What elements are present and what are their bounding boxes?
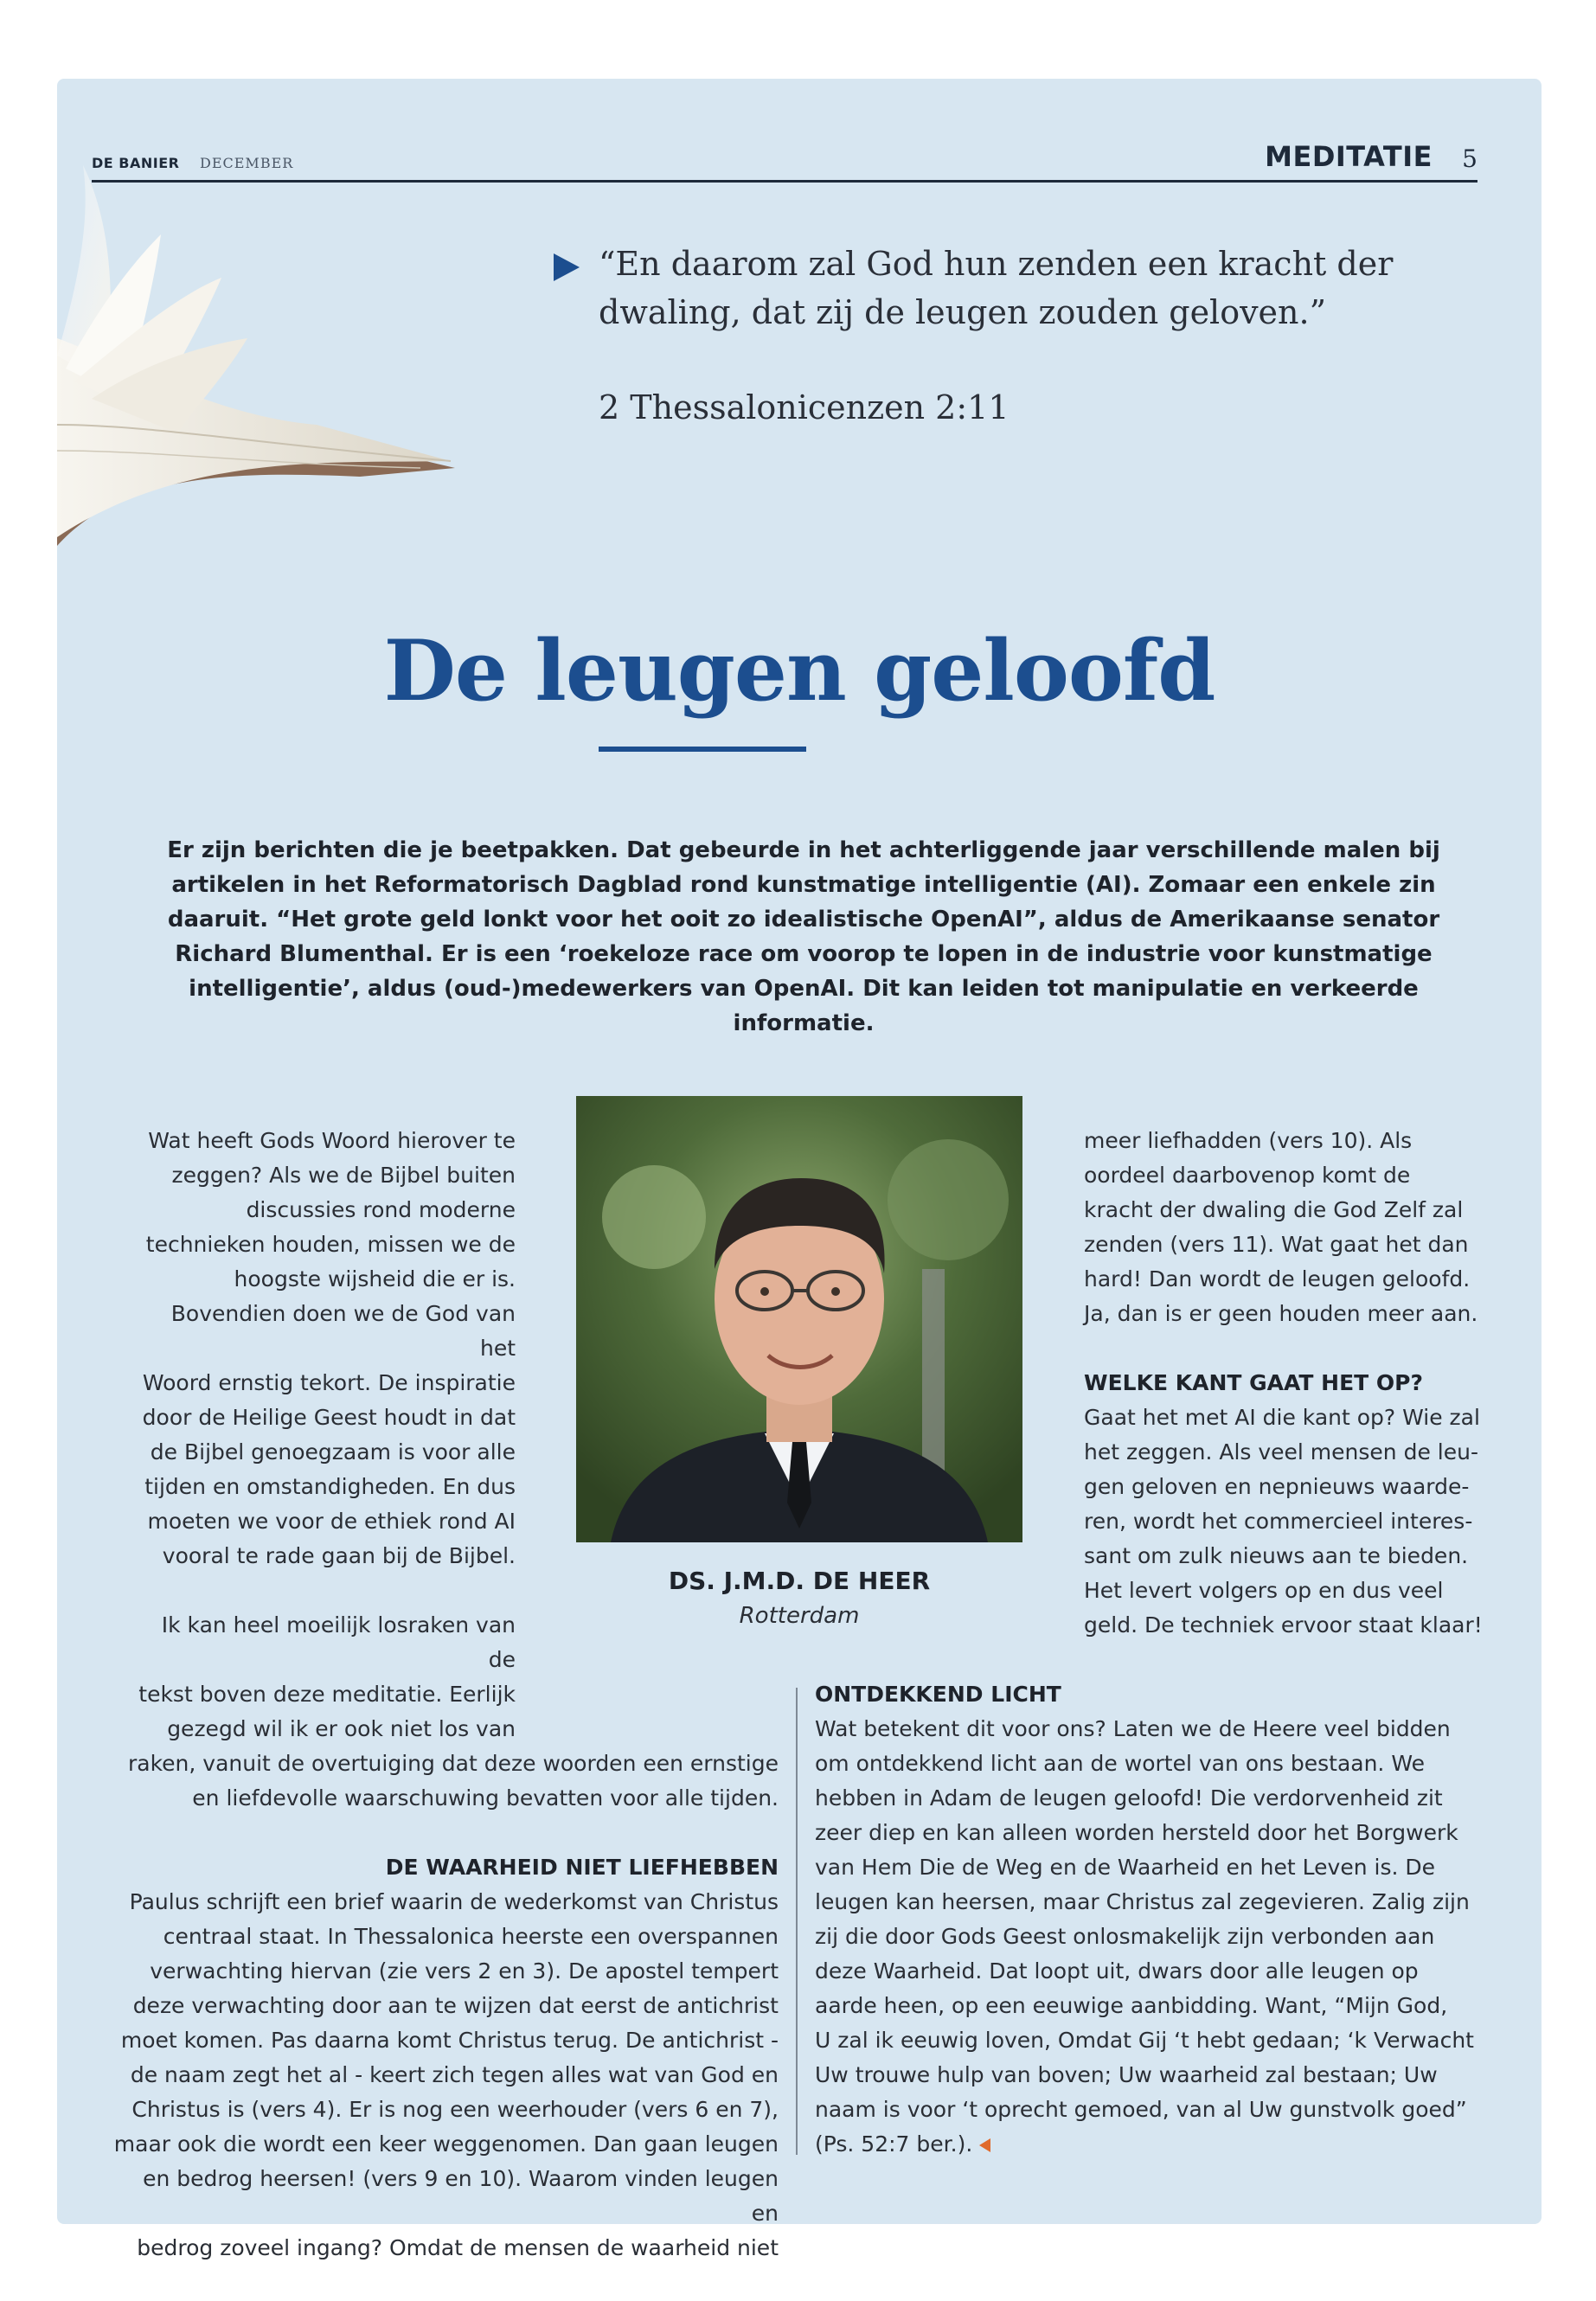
text-line: naam is voor ‘t oprecht gemoed, van al Uw gunstvolk goed” [815, 2097, 1467, 2122]
issue-month: DECEMBER [200, 155, 294, 171]
scripture-reference: 2 Thessalonicenzen 2:11 [599, 388, 1010, 426]
text-line: discussies rond moderne [246, 1197, 516, 1222]
text-line: zeer diep en kan alleen worden hersteld door het Borgwerk [815, 1820, 1458, 1845]
text-line: zeggen? Als we de Bijbel buiten [171, 1163, 516, 1188]
subheading-waarheid: DE WAARHEID NIET LIEFHEBBEN [385, 1855, 779, 1880]
paragraph-3 [109, 1885, 779, 2266]
text-line: Gaat het met AI die kant op? Wie zal [1084, 1405, 1480, 1430]
open-book-illustration [57, 165, 472, 511]
text-line: Bovendien doen we de God van het [170, 1301, 516, 1361]
paragraph-right-2 [1084, 1400, 1534, 1643]
lower-left-column [109, 1747, 779, 2266]
text-line: raken, vanuit de overtuiging dat deze woorden een ernstige [127, 1751, 779, 1776]
text-line: meer liefhadden (vers 10). Als [1084, 1128, 1413, 1153]
text-line: Paulus schrijft een brief waarin de wederkomst van Christus [129, 1889, 779, 1914]
text-line: door de Heilige Geest houdt in dat [142, 1405, 516, 1430]
text-line: maar ook die wordt een keer weggenomen. Dan gaan leugen [113, 2131, 779, 2157]
text-line: Woord ernstig tekort. De inspiratie [142, 1370, 516, 1395]
page-number: 5 [1462, 144, 1477, 173]
text-line: gezegd wil ik er ook niet los van [167, 1716, 516, 1741]
section-title: MEDITATIE [1265, 140, 1433, 173]
text-line: tijden en omstandigheden. En dus [144, 1474, 516, 1499]
play-triangle-icon [554, 253, 580, 281]
text-line: om ontdekkend licht aan de wortel van ons bestaan. We [815, 1751, 1425, 1776]
text-line: (Ps. 52:7 ber.). [815, 2131, 973, 2157]
text-line: oordeel daarbovenop komt de [1084, 1163, 1411, 1188]
title-underline [599, 747, 806, 752]
text-line: aarde heen, op een eeuwige aanbidding. Want, “Mijn God, [815, 1993, 1448, 2018]
text-line: Christus is (vers 4). Er is nog een weerhouder (vers 6 en 7), [131, 2097, 779, 2122]
text-line: centraal staat. In Thessalonica heerste een overspannen [163, 1924, 779, 1949]
paragraph-final [815, 1712, 1516, 2162]
author-portrait [576, 1096, 1022, 1542]
paragraph-1 [135, 1124, 516, 1574]
end-of-article-icon [979, 2138, 990, 2152]
text-line: hard! Dan wordt de leugen geloofd. [1084, 1266, 1471, 1292]
right-column [1084, 1124, 1534, 1643]
text-line: Het levert volgers op en dus veel [1084, 1578, 1444, 1603]
text-line: deze Waarheid. Dat loopt uit, dwars door alle leugen op [815, 1958, 1419, 1984]
text-line: sant om zulk nieuws aan te bieden. [1084, 1543, 1469, 1568]
author-name: DS. J.M.D. DE HEER [668, 1567, 931, 1595]
article-intro: Er zijn berichten die je beetpakken. Dat gebeurde in het achterliggende jaar verschillende malen bij artikelen in het Reformatorisch Dagblad rond kunstmatige intelligentie (AI). Zomaar een enkele zin daaruit. “Het grote geld lonkt voor het ooit zo idealistische OpenAI”, aldus de Amerikaanse senator Richard Blumenthal. Er is een ‘roekeloze race om voorop te lopen in de industrie voor kunstmatige intelligentie’, aldus (oud-)medewerkers van OpenAI. Dit kan leiden tot manipulatie en verkeerde informatie. [167, 837, 1440, 1036]
text-line: zenden (vers 11). Wat gaat het dan [1084, 1232, 1469, 1257]
text-line: vooral te rade gaan bij de Bijbel. [162, 1543, 516, 1568]
text-line: zij die door Gods Geest onlosmakelijk zijn verbonden aan [815, 1924, 1435, 1949]
magazine-page [57, 79, 1542, 2260]
left-column [135, 1124, 516, 1747]
text-line-last [815, 2127, 1516, 2162]
lower-right-column [815, 1677, 1516, 2162]
text-line: en bedrog heersen! (vers 9 en 10). Waarom vinden leugen en [143, 2166, 779, 2226]
text-line: hoogste wijsheid die er is. [234, 1266, 516, 1292]
text-line: hebben in Adam de leugen geloofd! Die verdorvenheid zit [815, 1785, 1443, 1811]
text-line: U zal ik eeuwig loven, Omdat Gij ‘t hebt gedaan; ‘k Verwacht [815, 2028, 1474, 2053]
text-line: tekst boven deze meditatie. Eerlijk [138, 1682, 516, 1707]
text-line: moeten we voor de ethiek rond AI [147, 1509, 516, 1534]
subheading-welke-kant: WELKE KANT GAAT HET OP? [1084, 1370, 1424, 1395]
text-line: kracht der dwaling die God Zelf zal [1084, 1197, 1464, 1222]
text-line: Ja, dan is er geen houden meer aan. [1084, 1301, 1478, 1326]
text-line: de Bijbel genoegzaam is voor alle [150, 1439, 516, 1465]
text-line: ren, wordt het commercieel interes- [1084, 1509, 1473, 1534]
author-city: Rotterdam [739, 1603, 860, 1629]
text-line: verwachting hiervan (zie vers 2 en 3). De apostel tempert [150, 1958, 779, 1984]
text-line: gen geloven en nepnieuws waarde- [1084, 1474, 1470, 1499]
text-line: deze verwachting door aan te wijzen dat eerst de antichrist [132, 1993, 779, 2018]
text-line: technieken houden, missen we de [145, 1232, 516, 1257]
text-line: Wat betekent dit voor ons? Laten we de Heere veel bidden [815, 1716, 1451, 1741]
column-divider [796, 1688, 798, 2155]
paragraph-right-1 [1084, 1124, 1534, 1331]
text-line: moet komen. Pas daarna komt Christus terug. De antichrist - [120, 2028, 779, 2053]
subheading-ontdekkend-licht: ONTDEKKEND LICHT [815, 1682, 1061, 1707]
text-line: Ik kan heel moeilijk losraken van de [161, 1612, 516, 1672]
text-line: bedrog zoveel ingang? Omdat de mensen de waarheid niet [137, 2235, 779, 2260]
article-title: De leugen geloofd [383, 622, 1215, 720]
text-line: geld. De techniek ervoor staat klaar! [1084, 1612, 1483, 1638]
scripture-quote: “En daarom zal God hun zenden een kracht der dwaling, dat zij de leugen zouden geloven.” [599, 245, 1394, 331]
text-line: van Hem Die de Weg en de Waarheid en het Leven is. De [815, 1855, 1435, 1880]
paragraph-2 [135, 1608, 516, 1747]
text-line: het zeggen. Als veel mensen de leu- [1084, 1439, 1478, 1465]
text-line: Wat heeft Gods Woord hierover te [148, 1128, 516, 1153]
magazine-brand: DE BANIER [92, 155, 180, 171]
text-line: Uw trouwe hulp van boven; Uw waarheid zal bestaan; Uw [815, 2062, 1438, 2087]
text-line: en liefdevolle waarschuwing bevatten voor alle tijden. [192, 1785, 779, 1811]
text-line: leugen kan heersen, maar Christus zal zegevieren. Zalig zijn [815, 1889, 1470, 1914]
text-line: de naam zegt het al - keert zich tegen alles wat van God en [130, 2062, 779, 2087]
